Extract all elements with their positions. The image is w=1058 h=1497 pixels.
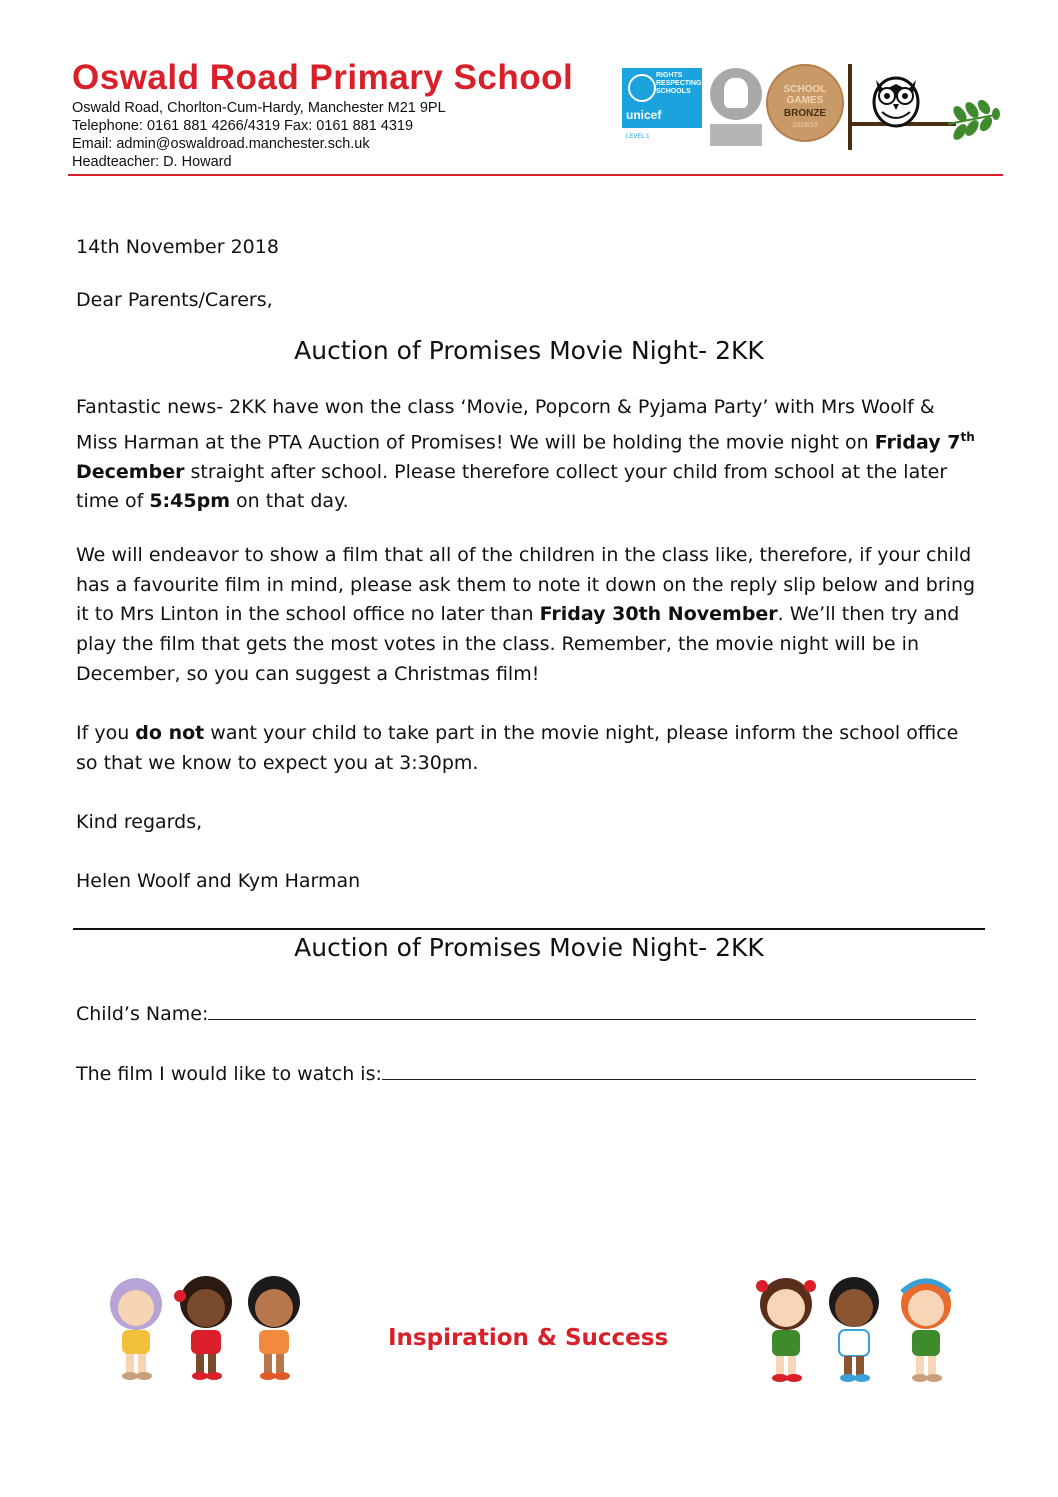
paragraph-3: If you do not want your child to take part in the movie night, please inform the school office so that we know to expect you at 3:30pm.	[76, 722, 959, 774]
child-name-row	[76, 1000, 981, 1030]
headteacher: Headteacher: D. Howard	[72, 154, 232, 170]
reply-slip-title: Auction of Promises Movie Night- 2KK	[294, 933, 764, 962]
film-choice-label: The film I would like to watch is:	[76, 1063, 382, 1085]
header-rule	[68, 174, 1003, 176]
school-games-bronze-logo: SCHOOL GAMES BRONZE 2015/16	[766, 64, 844, 142]
school-address: Oswald Road, Chorlton-Cum-Hardy, Manchester M21 9PL	[72, 100, 446, 116]
children-illustration-right	[748, 1266, 964, 1388]
owl-icon	[866, 66, 926, 128]
rights-respecting-schools-logo: RIGHTS RESPECTING SCHOOLS unicef	[622, 68, 702, 128]
child-name-label: Child’s Name:	[76, 1003, 209, 1025]
film-choice-field[interactable]	[382, 1061, 976, 1080]
letter-date: 14th November 2018	[76, 236, 279, 258]
film-choice-row	[76, 1060, 981, 1090]
globe-icon	[628, 74, 656, 102]
paragraph-1: Fantastic news- 2KK have won the class ‘Movie, Popcorn & Pyjama Party’ with Mrs Woolf & Miss Harman at the PTA Auction of Promises! We will be holding the movie night on Friday 7th December straight after school. Please therefore collect your child from school at the later time of 5:45pm on that day.	[76, 396, 975, 513]
people-icon	[724, 78, 748, 108]
leaves-icon	[946, 100, 1002, 140]
child-name-field[interactable]	[208, 1001, 976, 1020]
school-name: Oswald Road Primary School	[72, 58, 574, 97]
reply-slip-divider	[73, 928, 985, 930]
school-telephone: Telephone: 0161 881 4266/4319 Fax: 0161 881 4319	[72, 118, 414, 134]
children-illustration-left	[96, 1268, 312, 1384]
paragraph-2: We will endeavor to show a film that all of the children in the class like, therefore, if your child has a favourite film in mind, please ask them to note it down on the reply slip below and bring it to Mrs Linton in the school office no later than Friday 30th November. We’ll then try and play the film that gets the most votes in the class. Remember, the movie night will be in December, so you can suggest a Christmas film!	[76, 544, 976, 685]
school-tagline: Inspiration & Success	[388, 1325, 669, 1351]
silver-award-caption	[710, 124, 762, 146]
closing: Kind regards,	[76, 811, 203, 833]
letter-title: Auction of Promises Movie Night- 2KK	[294, 336, 764, 365]
salutation: Dear Parents/Carers,	[76, 289, 273, 311]
unicef-level: LEVEL 1	[626, 134, 650, 140]
silver-award-logo	[710, 68, 762, 120]
branch-logo-trunk	[848, 64, 852, 150]
school-email: Email: admin@oswaldroad.manchester.sch.uk	[72, 136, 370, 152]
signatures: Helen Woolf and Kym Harman	[76, 870, 361, 892]
